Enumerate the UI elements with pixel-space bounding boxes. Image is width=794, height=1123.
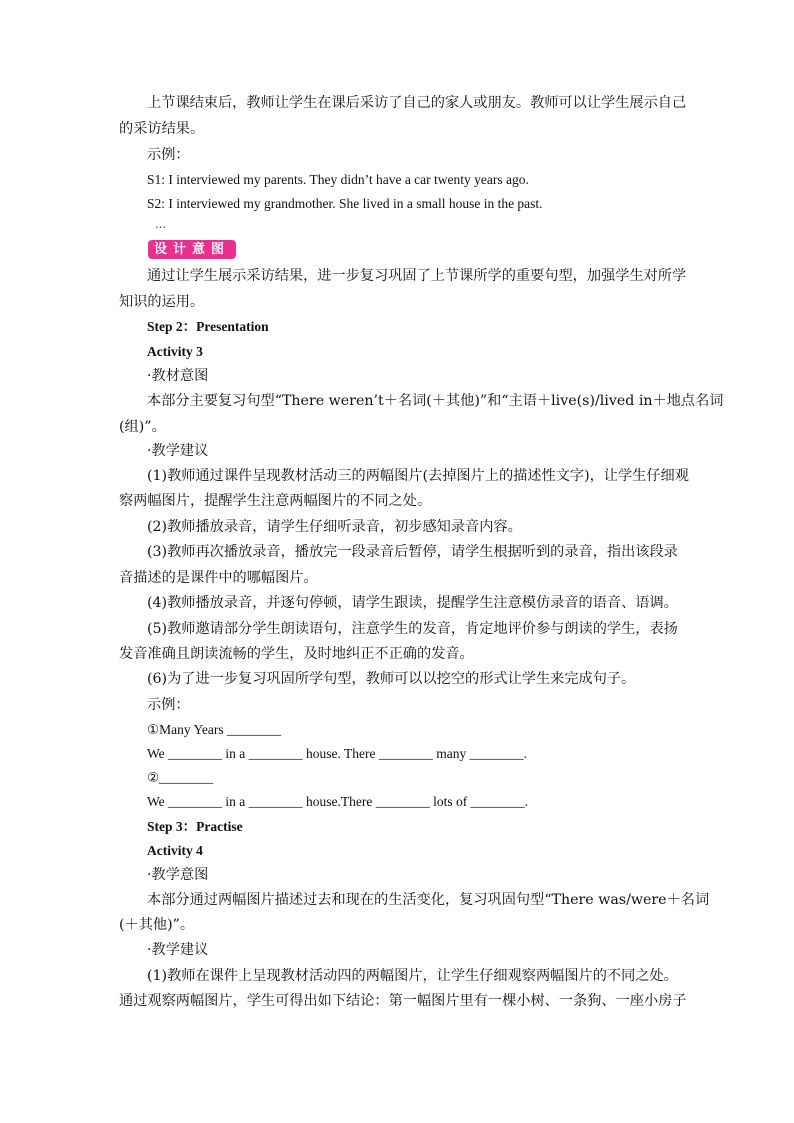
step-heading: Step 2：Presentation xyxy=(147,319,269,334)
paragraph-line: 通过让学生展示采访结果，进一步复习巩固了上节课所学的重要句型，加强学生对所学 xyxy=(147,268,687,284)
paragraph-line: 察两幅图片，提醒学生注意两幅图片的不同之处。 xyxy=(119,493,432,509)
section-label: ·教材意图 xyxy=(147,368,209,384)
paragraph-line: 本部分通过两幅图片描述过去和现在的生活变化，复习巩固句型“There was/were＋名词 xyxy=(147,892,710,908)
activity-heading: Activity 4 xyxy=(147,843,203,858)
example-label: 示例： xyxy=(147,697,190,713)
fill-in-line: ①Many Years ________ xyxy=(147,722,281,737)
paragraph-line: 本部分主要复习句型“There weren’t＋名词(＋其他)”和“主语＋live(s)/lived in＋地点名词 xyxy=(147,393,724,409)
paragraph-line: (1)教师通过课件呈现教材活动三的两幅图片(去掉图片上的描述性文字)，让学生仔细观 xyxy=(147,468,689,484)
example-sentence: S1: I interviewed my parents. They didn’t have a car twenty years ago. xyxy=(147,172,529,187)
section-label: ·教学建议 xyxy=(147,942,209,958)
ellipsis: … xyxy=(155,218,166,231)
activity-heading: Activity 3 xyxy=(147,344,203,359)
step-heading: Step 3：Practise xyxy=(147,819,243,834)
paragraph-line: (1)教师在课件上呈现教材活动四的两幅图片，让学生仔细观察两幅图片的不同之处。 xyxy=(147,968,678,984)
example-sentence: S2: I interviewed my grandmother. She lived in a small house in the past. xyxy=(147,196,543,211)
paragraph-line: 上节课结束后，教师让学生在课后采访了自己的家人或朋友。教师可以让学生展示自己 xyxy=(147,95,687,111)
paragraph-line: (4)教师播放录音，并逐句停顿，请学生跟读，提醒学生注意模仿录音的语音、语调。 xyxy=(147,595,678,611)
section-label: ·教学建议 xyxy=(147,443,209,459)
paragraph-line: (3)教师再次播放录音，播放完一段录音后暂停，请学生根据听到的录音，指出该段录 xyxy=(147,544,678,560)
section-label: ·教学意图 xyxy=(147,867,209,883)
paragraph-line: (5)教师邀请部分学生朗读语句，注意学生的发音，肯定地评价参与朗读的学生，表扬 xyxy=(147,621,678,637)
design-intent-badge: 设计意图 xyxy=(148,240,236,259)
fill-in-line: We ________ in a ________ house.There ________ lots of ________. xyxy=(147,794,528,809)
paragraph-line: 知识的运用。 xyxy=(119,294,205,310)
paragraph-line: 通过观察两幅图片，学生可得出如下结论：第一幅图片里有一棵小树、一条狗、一座小房子 xyxy=(119,993,687,1009)
paragraph-line: (6)为了进一步复习巩固所学句型，教师可以以挖空的形式让学生来完成句子。 xyxy=(147,671,636,687)
paragraph-line: (2)教师播放录音，请学生仔细听录音，初步感知录音内容。 xyxy=(147,519,522,535)
fill-in-line: We ________ in a ________ house. There ________ many ________. xyxy=(147,746,527,761)
paragraph-line: 的采访结果。 xyxy=(119,121,205,137)
example-label: 示例： xyxy=(147,147,190,163)
fill-in-line: ②________ xyxy=(147,770,214,785)
paragraph-line: 发音准确且朗读流畅的学生，及时地纠正不正确的发音。 xyxy=(119,646,474,662)
paragraph-line: (＋其他)”。 xyxy=(119,917,195,933)
paragraph-line: 音描述的是课件中的哪幅图片。 xyxy=(119,570,318,586)
paragraph-line: (组)”。 xyxy=(119,419,166,435)
